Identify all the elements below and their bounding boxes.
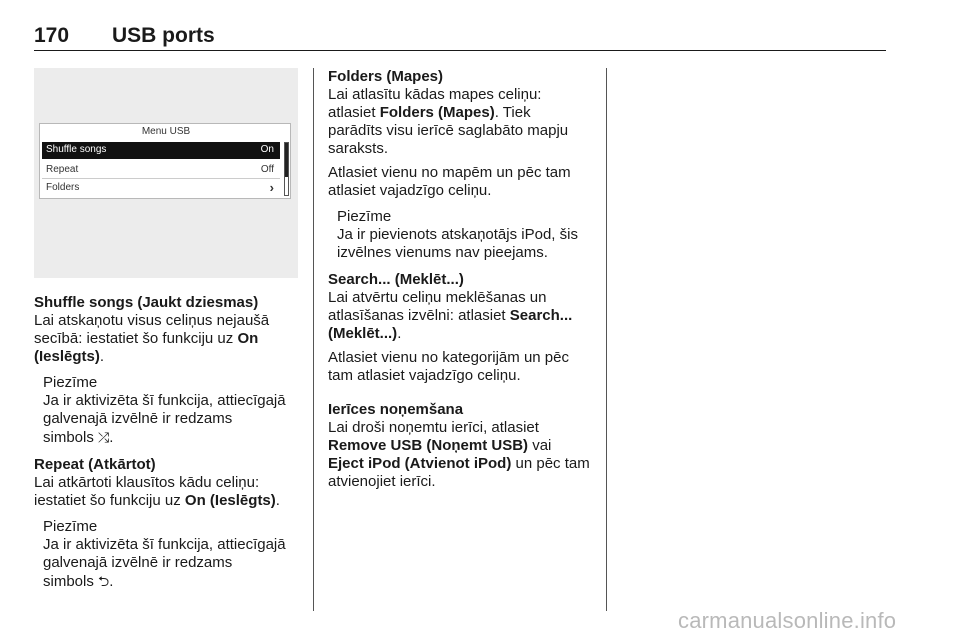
body-line: Lai atkārtoti klausītos kādu celiņu: <box>34 474 260 491</box>
display-screen <box>39 123 291 199</box>
scrollbar-thumb <box>285 143 288 177</box>
body-line: iestatiet šo funkciju uz On (Ieslēgts). <box>34 492 280 509</box>
body-line: atlasiet vajadzīgo celiņu. <box>328 182 492 199</box>
middle-column <box>328 68 600 491</box>
menu-row-folders <box>42 180 280 197</box>
menu-usb-screenshot <box>34 68 298 278</box>
section-heading: Repeat (Atkārtot) <box>34 456 156 473</box>
body-line: Lai atlasītu kādas mapes celiņu: <box>328 86 542 103</box>
body-line: atlasiet Folders (Mapes). Tiek <box>328 104 531 121</box>
shuffle-icon: ⤮ <box>98 429 110 445</box>
note-line: Ja ir aktivizēta šī funkcija, attiecīgajā <box>43 536 286 553</box>
screen-title: Menu USB <box>141 126 191 137</box>
chevron-right-icon: › <box>269 180 274 195</box>
menu-row-shuffle <box>42 142 280 159</box>
body-line: Atlasiet vienu no mapēm un pēc tam <box>328 164 571 181</box>
body-line: parādīts visu ierīcē saglabāto mapju <box>328 122 569 139</box>
note-box <box>34 374 304 447</box>
body-line: Lai atvērtu celiņu meklēšanas un <box>328 289 547 306</box>
note-line: galvenajā izvēlnē ir redzams <box>43 554 233 571</box>
page-header <box>34 24 886 51</box>
body-line: (Meklēt...). <box>328 325 402 342</box>
section-heading: Folders (Mapes) <box>328 68 444 85</box>
note-box <box>328 208 600 262</box>
body-line: Atlasiet vienu no kategorijām un pēc <box>328 349 569 366</box>
body-line: Remove USB (Noņemt USB) vai <box>328 437 552 454</box>
body-line: Lai droši noņemtu ierīci, atlasiet <box>328 419 539 436</box>
body-line: Lai atskaņotu visus celiņus nejaušā <box>34 312 270 329</box>
column-divider <box>313 68 314 611</box>
body-line: atvienojiet ierīci. <box>328 473 436 490</box>
menu-row-repeat <box>42 162 280 179</box>
note-box <box>34 518 304 591</box>
section-heading: Search... (Meklēt...) <box>328 271 464 288</box>
note-title: Piezīme <box>43 374 98 391</box>
page-number: 170 <box>34 24 70 47</box>
note-line: Ja ir aktivizēta šī funkcija, attiecīgajā <box>43 392 286 409</box>
menu-row-value: Off <box>260 164 274 175</box>
menu-row-label: Folders <box>46 182 80 193</box>
body-line: (Ieslēgts). <box>34 348 105 365</box>
menu-row-label: Shuffle songs <box>46 144 107 155</box>
note-line: galvenajā izvēlnē ir redzams <box>43 410 233 427</box>
column-divider <box>606 68 607 611</box>
note-title: Piezīme <box>43 518 98 535</box>
body-line: Eject iPod (Atvienot iPod) un pēc tam <box>328 455 590 472</box>
page-title: USB ports <box>112 24 215 47</box>
menu-row-label: Repeat <box>46 164 79 175</box>
note-line: izvēlnes vienums nav pieejams. <box>337 244 548 261</box>
note-line: Ja ir pievienots atskaņotājs iPod, šis <box>337 226 578 243</box>
note-title: Piezīme <box>337 208 392 225</box>
body-line: tam atlasiet vajadzīgo celiņu. <box>328 367 521 384</box>
scrollbar <box>284 142 289 196</box>
body-line: atlasīšanas izvēlni: atlasiet Search... <box>328 307 573 324</box>
note-line: simbols ⮌. <box>43 573 114 590</box>
note-line: simbols ⤮. <box>43 429 114 446</box>
body-line: secībā: iestatiet šo funkciju uz On <box>34 330 259 347</box>
body-line: saraksts. <box>328 140 389 157</box>
left-column <box>34 294 304 591</box>
watermark: carmanualsonline.info <box>678 608 897 633</box>
section-heading: Shuffle songs (Jaukt dziesmas) <box>34 294 259 311</box>
section-heading: Ierīces noņemšana <box>328 401 464 418</box>
repeat-icon: ⮌ <box>98 573 110 589</box>
menu-row-value: On <box>260 144 274 155</box>
